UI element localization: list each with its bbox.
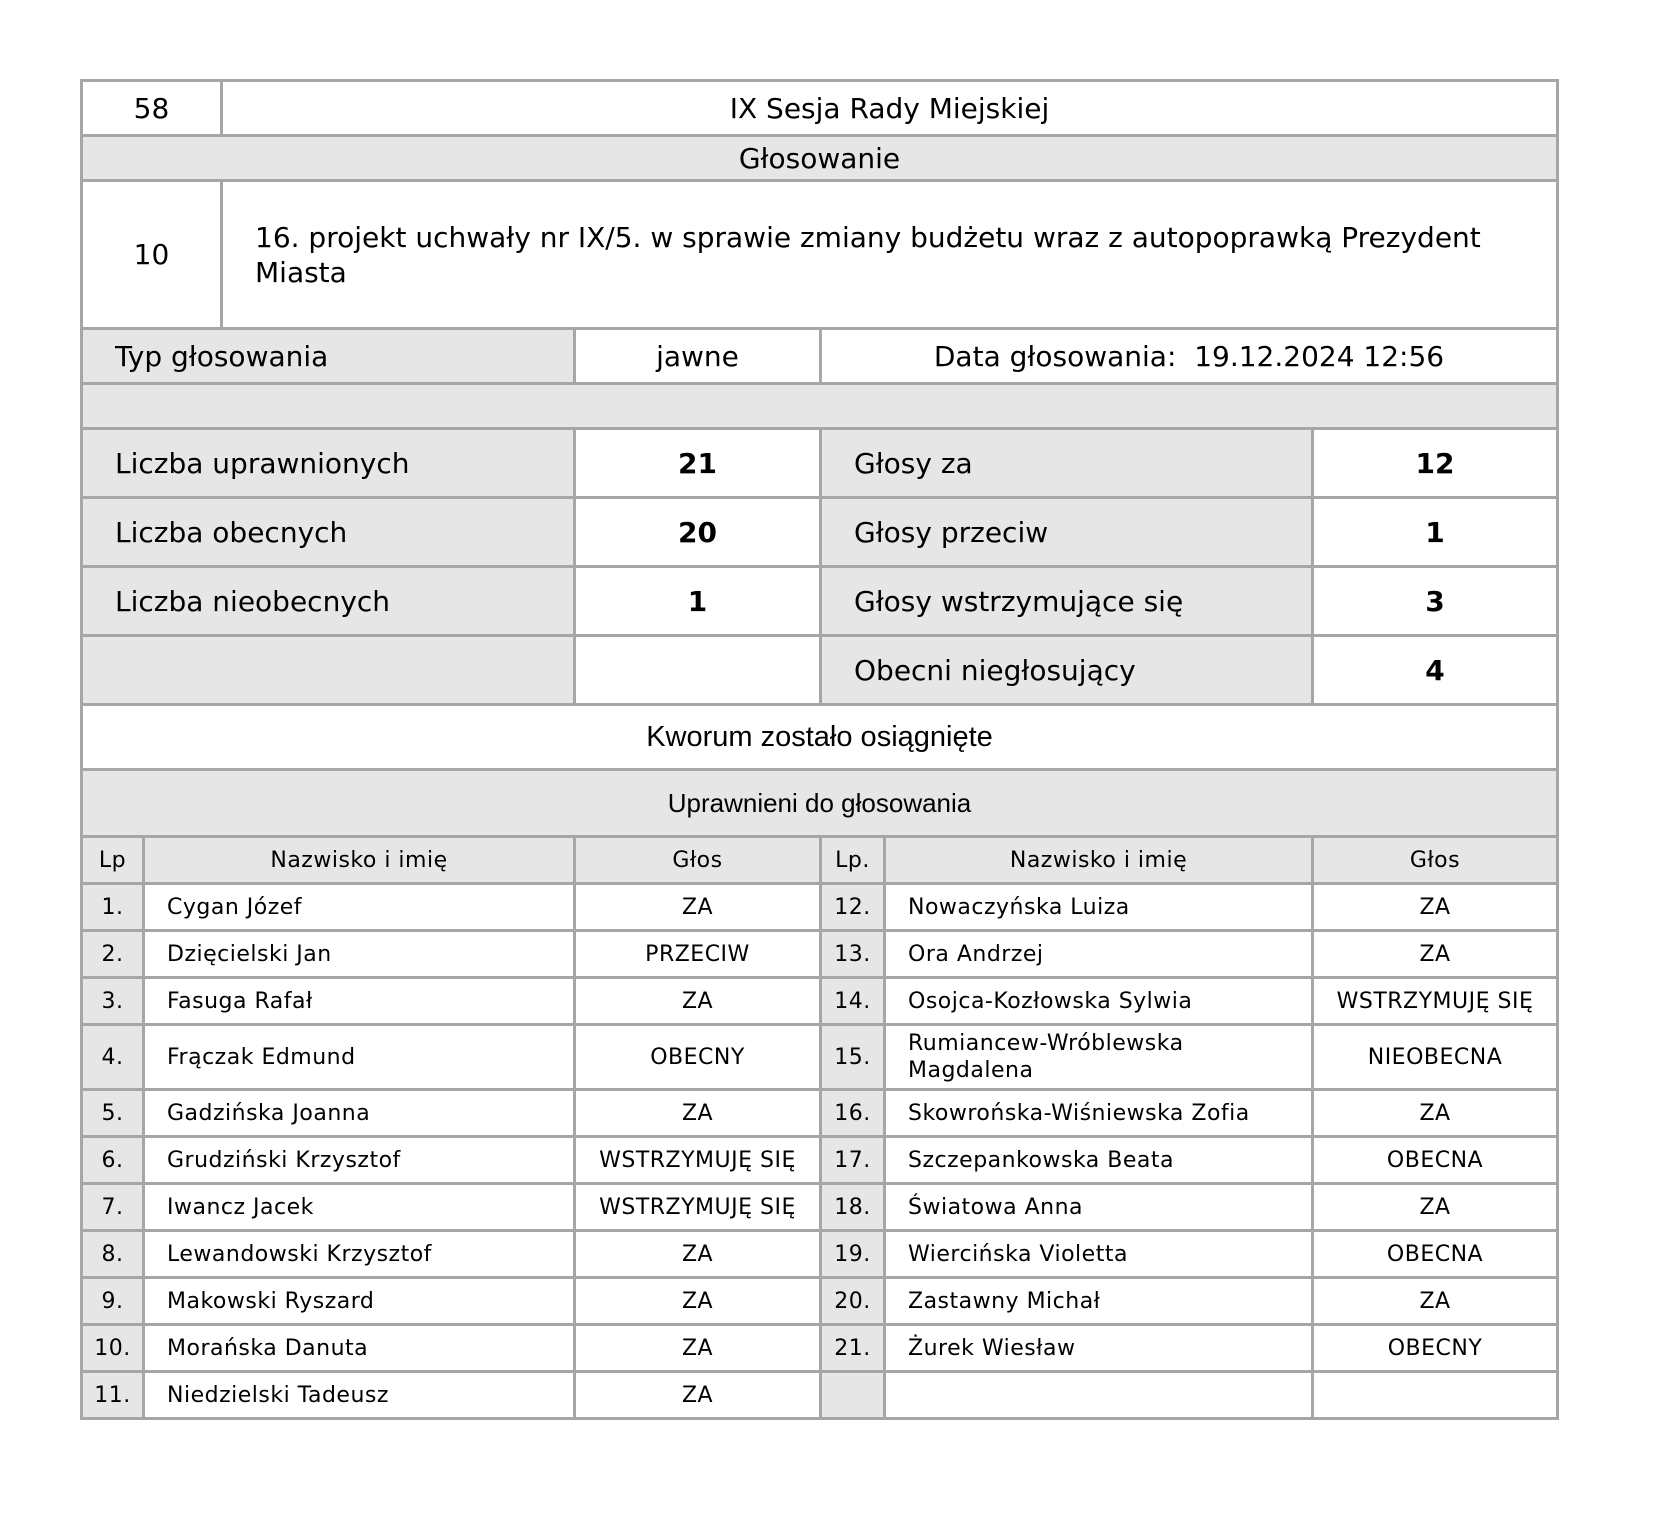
vote-type-value: jawne <box>575 329 821 384</box>
col-lp-right: Lp. <box>821 837 885 884</box>
voter-vote: NIEOBECNA <box>1313 1025 1558 1090</box>
table-row <box>82 1231 1558 1278</box>
voting-report <box>80 79 1556 1420</box>
col-lp-left: Lp <box>82 837 144 884</box>
table-row <box>82 1025 1558 1090</box>
voter-vote: ZA <box>575 1231 821 1278</box>
not-voting-count: 4 <box>1313 636 1558 705</box>
voter-lp: 12. <box>821 884 885 931</box>
vote-date <box>821 329 1558 384</box>
voter-lp: 4. <box>82 1025 144 1090</box>
votes-for-label: Głosy za <box>821 429 1313 498</box>
voter-vote: ZA <box>1313 1278 1558 1325</box>
voter-name: Makowski Ryszard <box>144 1278 575 1325</box>
vote-type-label: Typ głosowania <box>82 329 575 384</box>
voter-lp: 9. <box>82 1278 144 1325</box>
voter-name: Rumiancew-Wróblewska Magdalena <box>885 1025 1313 1090</box>
voter-lp: 17. <box>821 1137 885 1184</box>
table-row <box>82 1278 1558 1325</box>
voter-vote: WSTRZYMUJĘ SIĘ <box>575 1137 821 1184</box>
absent-count: 1 <box>575 567 821 636</box>
col-name-left: Nazwisko i imię <box>144 837 575 884</box>
voters-title: Uprawnieni do głosowania <box>82 770 1558 837</box>
voter-lp: 3. <box>82 978 144 1025</box>
voter-vote: OBECNY <box>575 1025 821 1090</box>
voter-lp: 8. <box>82 1231 144 1278</box>
table-row <box>82 1325 1558 1372</box>
voter-vote: ZA <box>1313 1090 1558 1137</box>
voter-vote: OBECNY <box>1313 1325 1558 1372</box>
vote-type-row <box>82 329 1558 384</box>
col-name-right: Nazwisko i imię <box>885 837 1313 884</box>
voter-name: Grudziński Krzysztof <box>144 1137 575 1184</box>
project-number: 10 <box>82 181 222 329</box>
col-vote-left: Głos <box>575 837 821 884</box>
vote-date-value: 19.12.2024 12:56 <box>1194 339 1445 373</box>
session-header-table <box>80 79 1559 330</box>
voter-vote: OBECNA <box>1313 1231 1558 1278</box>
empty-value-cell <box>575 636 821 705</box>
empty-label-cell <box>82 636 575 705</box>
voter-lp: 18. <box>821 1184 885 1231</box>
abstain-label: Głosy wstrzymujące się <box>821 567 1313 636</box>
table-row <box>82 884 1558 931</box>
spacer-cell <box>82 384 1558 429</box>
voter-lp: 10. <box>82 1325 144 1372</box>
voter-lp: 13. <box>821 931 885 978</box>
voter-name: Morańska Danuta <box>144 1325 575 1372</box>
voter-name: Żurek Wiesław <box>885 1325 1313 1372</box>
eligible-label: Liczba uprawnionych <box>82 429 575 498</box>
voter-lp: 6. <box>82 1137 144 1184</box>
present-label: Liczba obecnych <box>82 498 575 567</box>
voter-lp: 20. <box>821 1278 885 1325</box>
voter-lp: 7. <box>82 1184 144 1231</box>
session-number: 58 <box>82 81 222 136</box>
votes-against-label: Głosy przeciw <box>821 498 1313 567</box>
voter-name: Iwancz Jacek <box>144 1184 575 1231</box>
voter-name: Wiercińska Violetta <box>885 1231 1313 1278</box>
session-header-row <box>82 81 1558 136</box>
table-row <box>82 1372 1558 1419</box>
voter-lp: 21. <box>821 1325 885 1372</box>
abstain-count: 3 <box>1313 567 1558 636</box>
voter-name: Frączak Edmund <box>144 1025 575 1090</box>
voter-vote: ZA <box>1313 931 1558 978</box>
voters-table <box>80 835 1559 1420</box>
quorum-row <box>82 705 1558 770</box>
voters-header-row <box>82 837 1558 884</box>
table-row <box>82 1090 1558 1137</box>
voting-section-row <box>82 136 1558 181</box>
voter-lp: 11. <box>82 1372 144 1419</box>
voter-name: Ora Andrzej <box>885 931 1313 978</box>
voter-name: Fasuga Rafał <box>144 978 575 1025</box>
voter-vote: ZA <box>575 1325 821 1372</box>
voters-title-row <box>82 770 1558 837</box>
table-row <box>82 978 1558 1025</box>
voter-lp: 2. <box>82 931 144 978</box>
voter-name: Skowrońska-Wiśniewska Zofia <box>885 1090 1313 1137</box>
voter-vote: WSTRZYMUJĘ SIĘ <box>575 1184 821 1231</box>
voter-vote: ZA <box>575 884 821 931</box>
spacer-row <box>82 384 1558 429</box>
voter-vote: ZA <box>575 1090 821 1137</box>
votes-for-count: 12 <box>1313 429 1558 498</box>
voter-lp: 19. <box>821 1231 885 1278</box>
stat-row-2 <box>82 498 1558 567</box>
voter-name: Osojca-Kozłowska Sylwia <box>885 978 1313 1025</box>
voter-name: Nowaczyńska Luiza <box>885 884 1313 931</box>
voter-name: Szczepankowska Beata <box>885 1137 1313 1184</box>
voter-vote: ZA <box>575 1372 821 1419</box>
summary-table <box>80 327 1559 838</box>
empty-lp-cell <box>821 1372 885 1419</box>
voting-section-title: Głosowanie <box>82 136 1558 181</box>
voter-name: Zastawny Michał <box>885 1278 1313 1325</box>
votes-against-count: 1 <box>1313 498 1558 567</box>
session-title: IX Sesja Rady Miejskiej <box>222 81 1558 136</box>
voter-vote: ZA <box>575 1278 821 1325</box>
voter-lp: 16. <box>821 1090 885 1137</box>
voter-vote: ZA <box>575 978 821 1025</box>
voter-name: Lewandowski Krzysztof <box>144 1231 575 1278</box>
vote-date-label: Data głosowania: <box>933 339 1177 373</box>
project-row <box>82 181 1558 329</box>
table-row <box>82 1137 1558 1184</box>
voter-name: Gadzińska Joanna <box>144 1090 575 1137</box>
voter-name: Cygan Józef <box>144 884 575 931</box>
eligible-count: 21 <box>575 429 821 498</box>
table-row <box>82 931 1558 978</box>
col-vote-right: Głos <box>1313 837 1558 884</box>
voter-lp: 1. <box>82 884 144 931</box>
empty-vote-cell <box>1313 1372 1558 1419</box>
voter-name: Światowa Anna <box>885 1184 1313 1231</box>
voter-vote: ZA <box>1313 884 1558 931</box>
voter-vote: WSTRZYMUJĘ SIĘ <box>1313 978 1558 1025</box>
stat-row-3 <box>82 567 1558 636</box>
not-voting-label: Obecni niegłosujący <box>821 636 1313 705</box>
present-count: 20 <box>575 498 821 567</box>
voter-vote: ZA <box>1313 1184 1558 1231</box>
voter-name: Niedzielski Tadeusz <box>144 1372 575 1419</box>
voter-lp: 5. <box>82 1090 144 1137</box>
voter-lp: 14. <box>821 978 885 1025</box>
stat-row-4 <box>82 636 1558 705</box>
voter-name: Dzięcielski Jan <box>144 931 575 978</box>
voter-lp: 15. <box>821 1025 885 1090</box>
project-text: 16. projekt uchwały nr IX/5. w sprawie zmiany budżetu wraz z autopoprawką Prezydent Miasta <box>222 181 1558 329</box>
voter-vote: OBECNA <box>1313 1137 1558 1184</box>
absent-label: Liczba nieobecnych <box>82 567 575 636</box>
voter-vote: PRZECIW <box>575 931 821 978</box>
table-row <box>82 1184 1558 1231</box>
stat-row-1 <box>82 429 1558 498</box>
empty-name-cell <box>885 1372 1313 1419</box>
quorum-status: Kworum zostało osiągnięte <box>82 705 1558 770</box>
